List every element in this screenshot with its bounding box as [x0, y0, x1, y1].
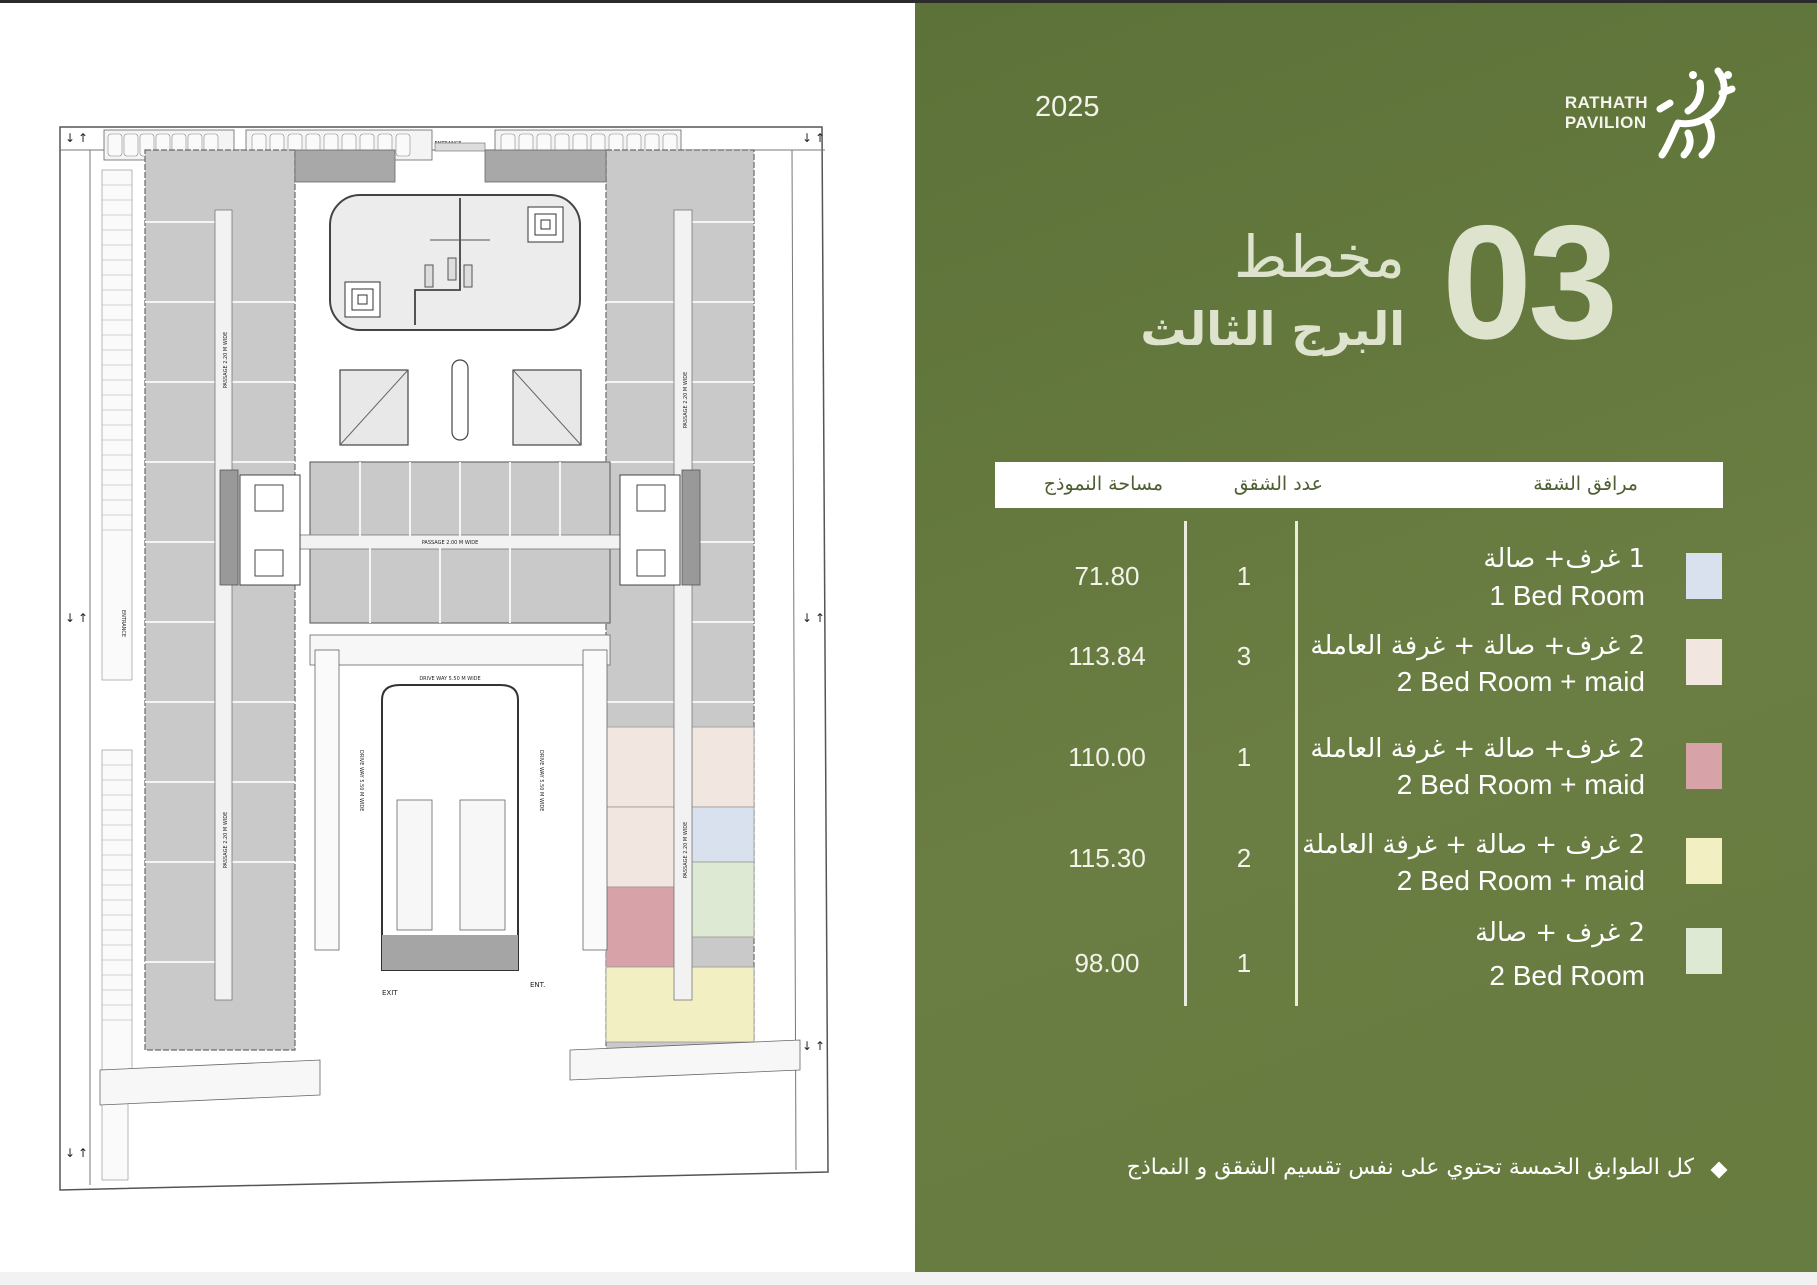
brand-mark-icon: [1648, 63, 1740, 163]
row-facilities-en: 2 Bed Room: [1489, 960, 1645, 991]
brand-logo: [1540, 63, 1740, 163]
plan-label-driveway-right: DRIVE WAY 5.50 M WIDE: [538, 750, 544, 812]
header-count: عدد الشقق: [1233, 473, 1323, 495]
row-area: 110.00: [1068, 742, 1146, 772]
row-count: 1: [1236, 561, 1252, 591]
plan-label-right-passage-1: PASSAGE 2.20 M WIDE: [683, 371, 689, 429]
row-facilities-ar: 2 غرف+ صالة + غرفة العاملة: [1310, 734, 1645, 764]
floor-number: 03: [1442, 192, 1615, 373]
header-area: مساحة النموذج: [1043, 473, 1163, 495]
row-area: 113.84: [1068, 641, 1146, 671]
svg-text:↓: ↓: [802, 611, 813, 625]
svg-text:↑: ↑: [815, 1039, 826, 1053]
row-count: 1: [1236, 948, 1252, 978]
brand-line-2: PAVILION: [1564, 113, 1647, 132]
plan-label-ent: ENT.: [530, 981, 546, 989]
bottom-strip: [0, 1272, 1817, 1285]
footnote: كل الطوابق الخمسة تحتوي على نفس تقسيم الشقق و النماذج: [1126, 1155, 1694, 1180]
unit-color-swatch: [1686, 743, 1722, 789]
plan-label-driveway-top: DRIVE WAY 5.50 M WIDE: [419, 676, 481, 682]
svg-text:↑: ↑: [78, 611, 89, 625]
row-count: 1: [1236, 742, 1252, 772]
plan-label-left-passage-1: PASSAGE 2.20 M WIDE: [223, 331, 229, 389]
unit-color-swatch: [1686, 928, 1722, 974]
plan-label-exit: EXIT: [382, 989, 398, 997]
unit-color-swatch: [1686, 639, 1722, 685]
footnote-bullet-icon: [1711, 1162, 1728, 1179]
row-area: 115.30: [1068, 843, 1146, 873]
row-facilities-en: 2 Bed Room + maid: [1396, 865, 1645, 896]
brand-line-1: RATHATH: [1564, 93, 1648, 112]
floor-plan-drawing: [40, 110, 840, 1200]
row-facilities-ar: 2 غرف + صالة + غرفة العاملة: [1302, 830, 1645, 860]
svg-text:↓: ↓: [65, 1146, 76, 1160]
plan-label-left-passage-2: PASSAGE 2.20 M WIDE: [223, 811, 229, 869]
plan-label-side-entrance: ENTRANCE: [120, 610, 126, 638]
row-count: 2: [1236, 843, 1252, 873]
header-facilities: مرافق الشقة: [1533, 473, 1638, 495]
row-facilities-ar: 2 غرف + صالة: [1475, 918, 1645, 948]
plan-label-right-passage-2: PASSAGE 2.20 M WIDE: [683, 821, 689, 879]
unit-color-swatch: [1686, 553, 1722, 599]
title-plan: مخطط: [1233, 223, 1405, 291]
row-facilities-en: 1 Bed Room: [1489, 580, 1645, 611]
svg-text:↑: ↑: [78, 131, 89, 145]
table-header: [995, 462, 1723, 508]
row-area: 98.00: [1074, 948, 1140, 978]
title-tower: البرج الثالث: [1140, 302, 1405, 356]
year-label: 2025: [1035, 91, 1100, 123]
plan-label-horizontal-passage: PASSAGE 2.00 M WIDE: [421, 540, 479, 546]
svg-text:↓: ↓: [65, 131, 76, 145]
column-divider-2: [1295, 521, 1298, 1006]
svg-text:↑: ↑: [815, 131, 826, 145]
svg-text:↑: ↑: [78, 1146, 89, 1160]
row-facilities-ar: 2 غرف+ صالة + غرفة العاملة: [1310, 631, 1645, 661]
column-divider-1: [1184, 521, 1187, 1006]
floor-plan: [40, 110, 840, 1200]
row-count: 3: [1236, 641, 1252, 671]
row-facilities-en: 2 Bed Room + maid: [1396, 769, 1645, 800]
row-facilities-en: 2 Bed Room + maid: [1396, 666, 1645, 697]
brand-wordmark: [1565, 93, 1648, 133]
plan-label-driveway-left: DRIVE WAY 5.50 M WIDE: [358, 750, 364, 812]
row-facilities-ar: 1 غرف+ صالة: [1483, 544, 1645, 574]
svg-text:↓: ↓: [802, 131, 813, 145]
svg-text:↓: ↓: [802, 1039, 813, 1053]
svg-text:↓: ↓: [65, 611, 76, 625]
info-panel: [915, 3, 1817, 1272]
svg-text:↑: ↑: [815, 611, 826, 625]
unit-color-swatch: [1686, 838, 1722, 884]
row-area: 71.80: [1074, 561, 1140, 591]
